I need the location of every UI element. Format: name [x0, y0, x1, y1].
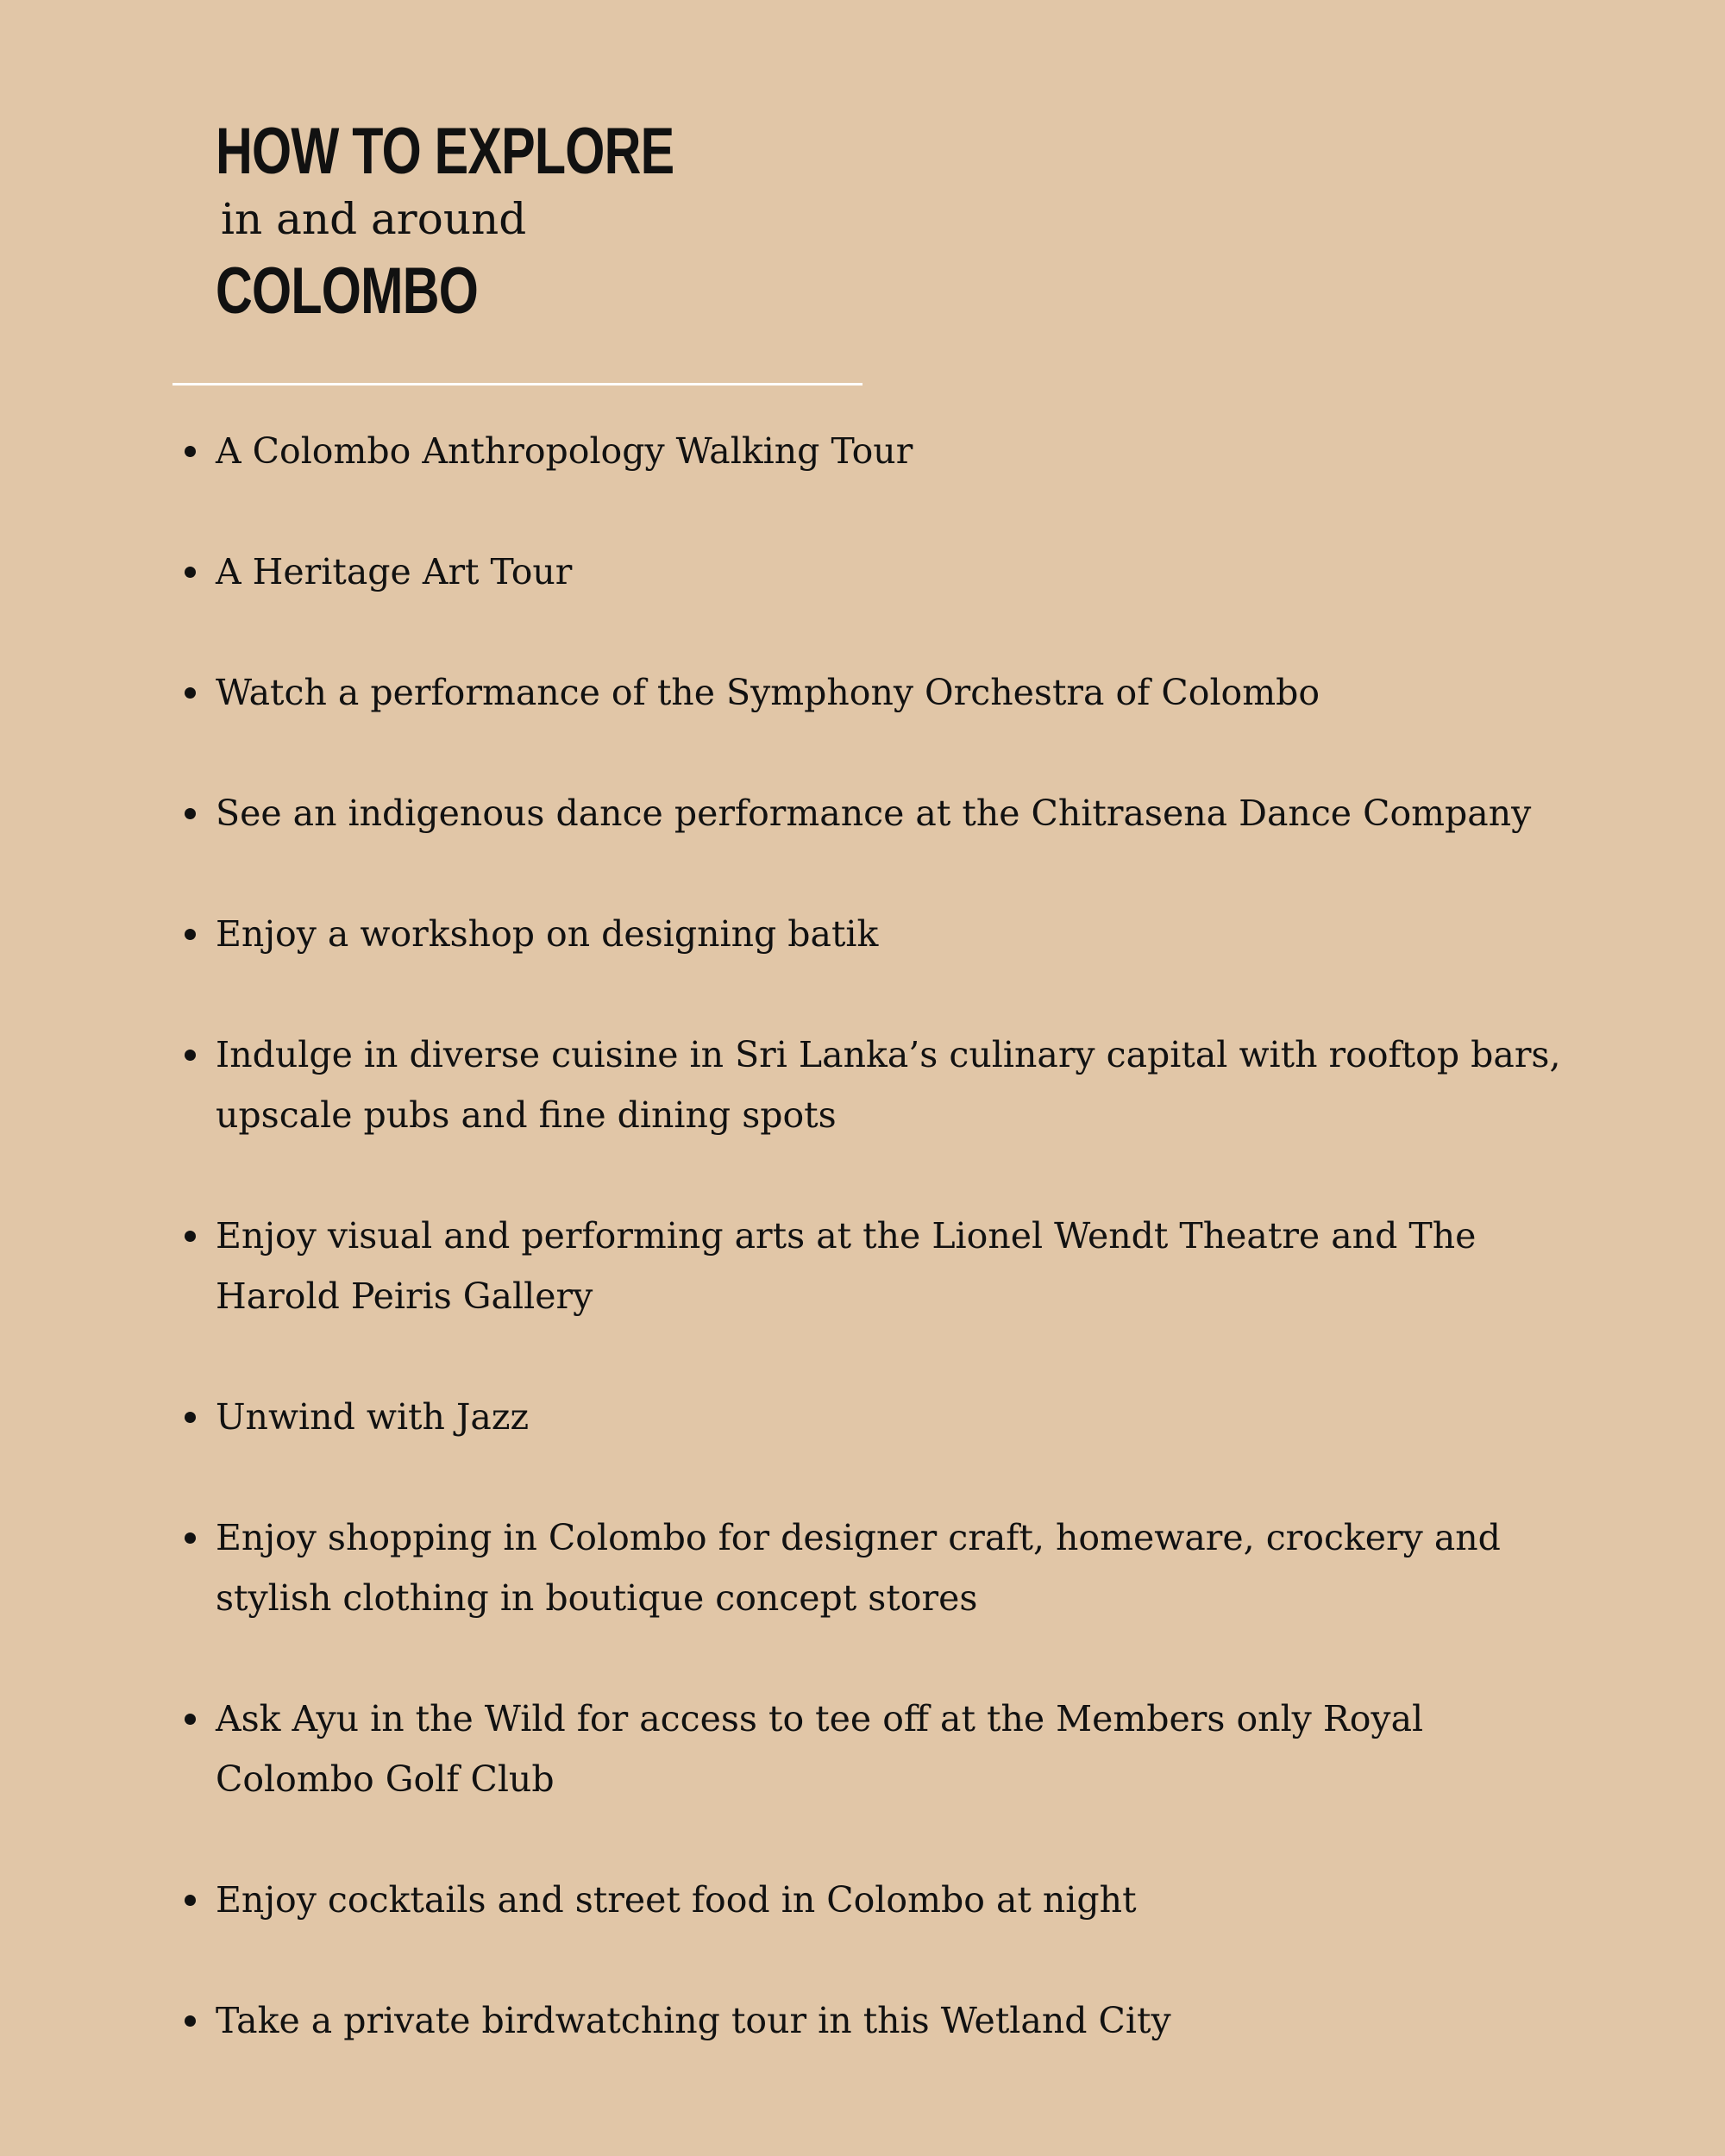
list-item [216, 662, 1561, 723]
list-item-text: Ask Ayu in the Wild for access to tee off at the Members only Royal Colombo Golf Club [216, 1698, 1424, 1800]
bullet-icon [185, 1412, 196, 1423]
list-item [216, 1990, 1561, 2051]
list-item [216, 904, 1561, 964]
title-colombo: COLOMBO [216, 254, 479, 328]
list-item-text: A Colombo Anthropology Walking Tour [216, 430, 913, 472]
title-how-to-explore: HOW TO EXPLORE [216, 115, 674, 188]
bullet-icon [185, 1231, 196, 1242]
bullet-icon [185, 1050, 196, 1061]
bullet-icon [185, 446, 196, 457]
bullet-icon [185, 2015, 196, 2027]
bullet-icon [185, 1895, 196, 1906]
list-item [216, 1689, 1561, 1809]
list-item-text: Enjoy visual and performing arts at the Lionel Wendt Theatre and The Harold Peiris Gallery [216, 1215, 1477, 1317]
list-item-text: Watch a performance of the Symphony Orchestra of Colombo [216, 672, 1320, 713]
list-item-text: Unwind with Jazz [216, 1396, 530, 1438]
bullet-icon [185, 1714, 196, 1725]
list-item-text: A Heritage Art Tour [216, 551, 573, 592]
list-item-text: Take a private birdwatching tour in this Wetland City [216, 2000, 1171, 2041]
list-item-text: Enjoy shopping in Colombo for designer craft, homeware, crockery and stylish clothing in boutique concept stores [216, 1517, 1501, 1619]
list-item-text: See an indigenous dance performance at the Chitrasena Dance Company [216, 793, 1532, 834]
list-item-text: Indulge in diverse cuisine in Sri Lanka’s culinary capital with rooftop bars, upscale pubs and fine dining spots [216, 1034, 1561, 1136]
list-item [216, 783, 1561, 843]
list-item [216, 1870, 1561, 1930]
list-item [216, 1025, 1561, 1145]
bullet-icon [185, 687, 196, 699]
list-item-text: Enjoy cocktails and street food in Colombo at night [216, 1879, 1137, 1921]
list-item [216, 1507, 1561, 1628]
bullet-icon [185, 567, 196, 578]
bullet-icon [185, 1532, 196, 1544]
list-item [216, 1387, 1561, 1447]
list-item-text: Enjoy a workshop on designing batik [216, 913, 879, 955]
list-item [216, 421, 1561, 481]
list-item [216, 542, 1561, 602]
subtitle-in-and-around: in and around [221, 194, 527, 244]
bullet-icon [185, 808, 196, 819]
divider-line [172, 383, 862, 385]
list-item [216, 1206, 1561, 1326]
bullet-icon [185, 929, 196, 940]
